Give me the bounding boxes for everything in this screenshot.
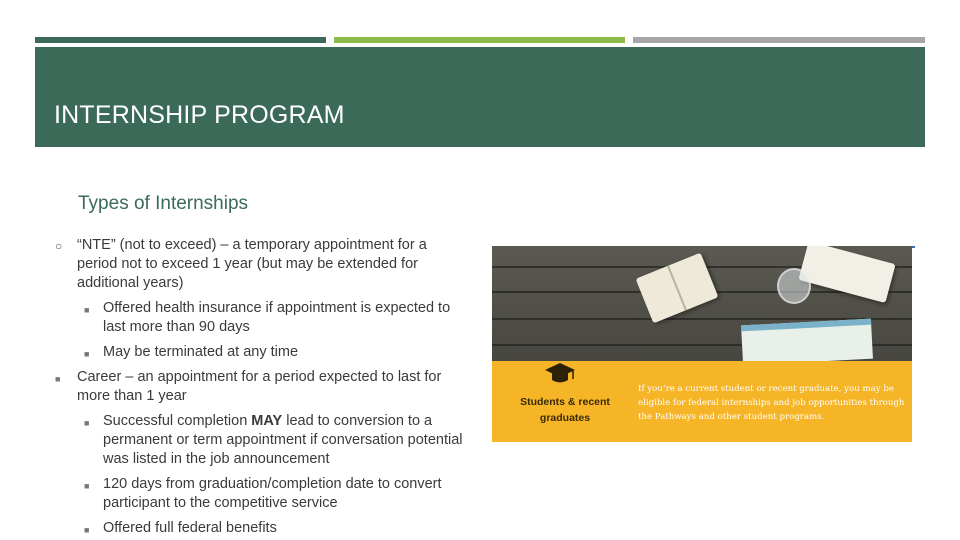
list-item: Offered health insurance if appointment is expected to last more than 90 days: [103, 300, 451, 335]
students-banner: [492, 361, 912, 442]
banner-left-panel: [492, 361, 625, 442]
top-accent-bar-gray: [633, 37, 925, 43]
list-item: Offered full federal benefits: [103, 520, 277, 536]
banner-heading: Students & recent graduates: [520, 396, 610, 424]
graduation-cap-icon: [544, 361, 576, 389]
paper-image: [741, 319, 873, 366]
cup-image: [777, 268, 811, 304]
slide-title: INTERNSHIP PROGRAM: [54, 101, 345, 129]
list-item: 120 days from graduation/completion date to convert participant to the competitive service: [103, 476, 442, 511]
square-bullet-icon: ■: [84, 349, 90, 359]
square-bullet-icon: ■: [84, 525, 90, 535]
square-bullet-icon: ■: [84, 481, 90, 491]
square-bullet-icon: ■: [55, 374, 61, 384]
open-book-image: [636, 253, 719, 324]
students-photo: [492, 246, 912, 442]
square-bullet-icon: ■: [84, 305, 90, 315]
table-photo: [492, 246, 912, 361]
list-item-text: lead to conversion to a permanent or term appointment if conversation potential was listed in the job announcement: [103, 413, 463, 467]
list-item: “NTE” (not to exceed) – a temporary appointment for a period not to exceed 1 year (but may be extended for additional years): [77, 237, 427, 291]
list-item: Career – an appointment for a period expected to last for more than 1 year: [77, 369, 442, 404]
circle-bullet-icon: ○: [55, 239, 63, 253]
slide-subtitle: Types of Internships: [78, 193, 249, 214]
list-item: [103, 412, 463, 469]
banner-description: If you’re a current student or recent graduate, you may be eligible for federal internships and job opportunities through the Pathways and other student programs.: [638, 384, 905, 422]
square-bullet-icon: ■: [84, 418, 90, 428]
open-book-image: [798, 246, 895, 303]
list-item-text: Successful completion: [103, 413, 252, 429]
list-item: May be terminated at any time: [103, 344, 299, 360]
emphasis-text: MAY: [251, 413, 283, 429]
